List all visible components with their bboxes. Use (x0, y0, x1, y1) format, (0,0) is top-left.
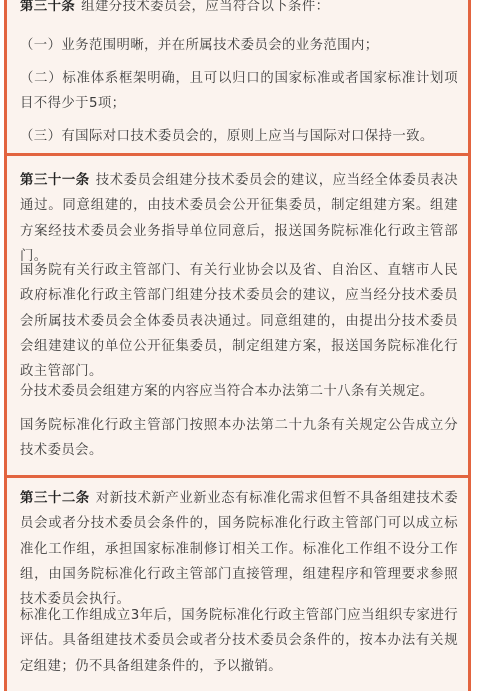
article-31-paragraph-1 (20, 168, 458, 269)
article-30-item-1: （一）业务范围明晰，并在所属技术委员会的业务范围内； (20, 38, 379, 53)
article-30-item-2: （二）标准体系框架明确，且可以归口的国家标准或者国家标准计划项目不得少于5项； (20, 71, 458, 112)
article-31-heading: 第三十一条 (20, 173, 90, 188)
article-32-paragraph-2: 标准化工作组成立3年后，国务院标准化行政主管部门应当组织专家进行评估。具备组建技术委员会或者分技术委员会条件的，按本办法有关规定组建；仍不具备组建条件的，予以撤销。 (20, 608, 458, 674)
article-31-text-1: 技术委员会组建分技术委员会的建议，应当经全体委员表决通过。同意组建的，由技术委员会公开征集委员，制定组建方案。组建方案经技术委员会业务指导单位同意后，报送国务院标准化行政主管部门。 (20, 173, 458, 264)
document-page (4, 0, 471, 691)
article-30-item-3: （三）有国际对口技术委员会的，原则上应当与国际对口保持一致。 (20, 129, 434, 144)
article-30-text: 组建分技术委员会，应当符合以下条件： (81, 0, 330, 14)
article-32-text-1: 对新技术新产业新业态有标准化需求但暂不具备组建技术委员会或者分技术委员会条件的，国务院标准化行政主管部门可以成立标准化工作组，承担国家标准制修订相关工作。标准化工作组不设分工作组，由国务院标准化行政主管部门直接管理，组建程序和管理要求参照技术委员会执行。 (20, 491, 458, 608)
article-32-heading: 第三十二条 (20, 491, 90, 506)
article-30-intro (20, 0, 458, 19)
article-31-paragraph-2: 国务院有关行政主管部门、有关行业协会以及省、自治区、直辖市人民政府标准化行政主管部门组建分技术委员会的建议，应当经分技术委员会所属技术委员会全体委员表决通过。同意组建的，由提出分技术委员会组建建议的单位公开征集委员，制定组建方案，报送国务院标准化行政主管部门。 (20, 263, 458, 380)
article-32-paragraph-1 (20, 486, 458, 612)
article-30-heading: 第三十条 (20, 0, 76, 14)
article-31-paragraph-4: 国务院标准化行政主管部门按照本办法第二十九条有关规定公告成立分技术委员会。 (20, 418, 458, 459)
article-31-paragraph-3: 分技术委员会组建方案的内容应当符合本办法第二十八条有关规定。 (20, 384, 434, 399)
